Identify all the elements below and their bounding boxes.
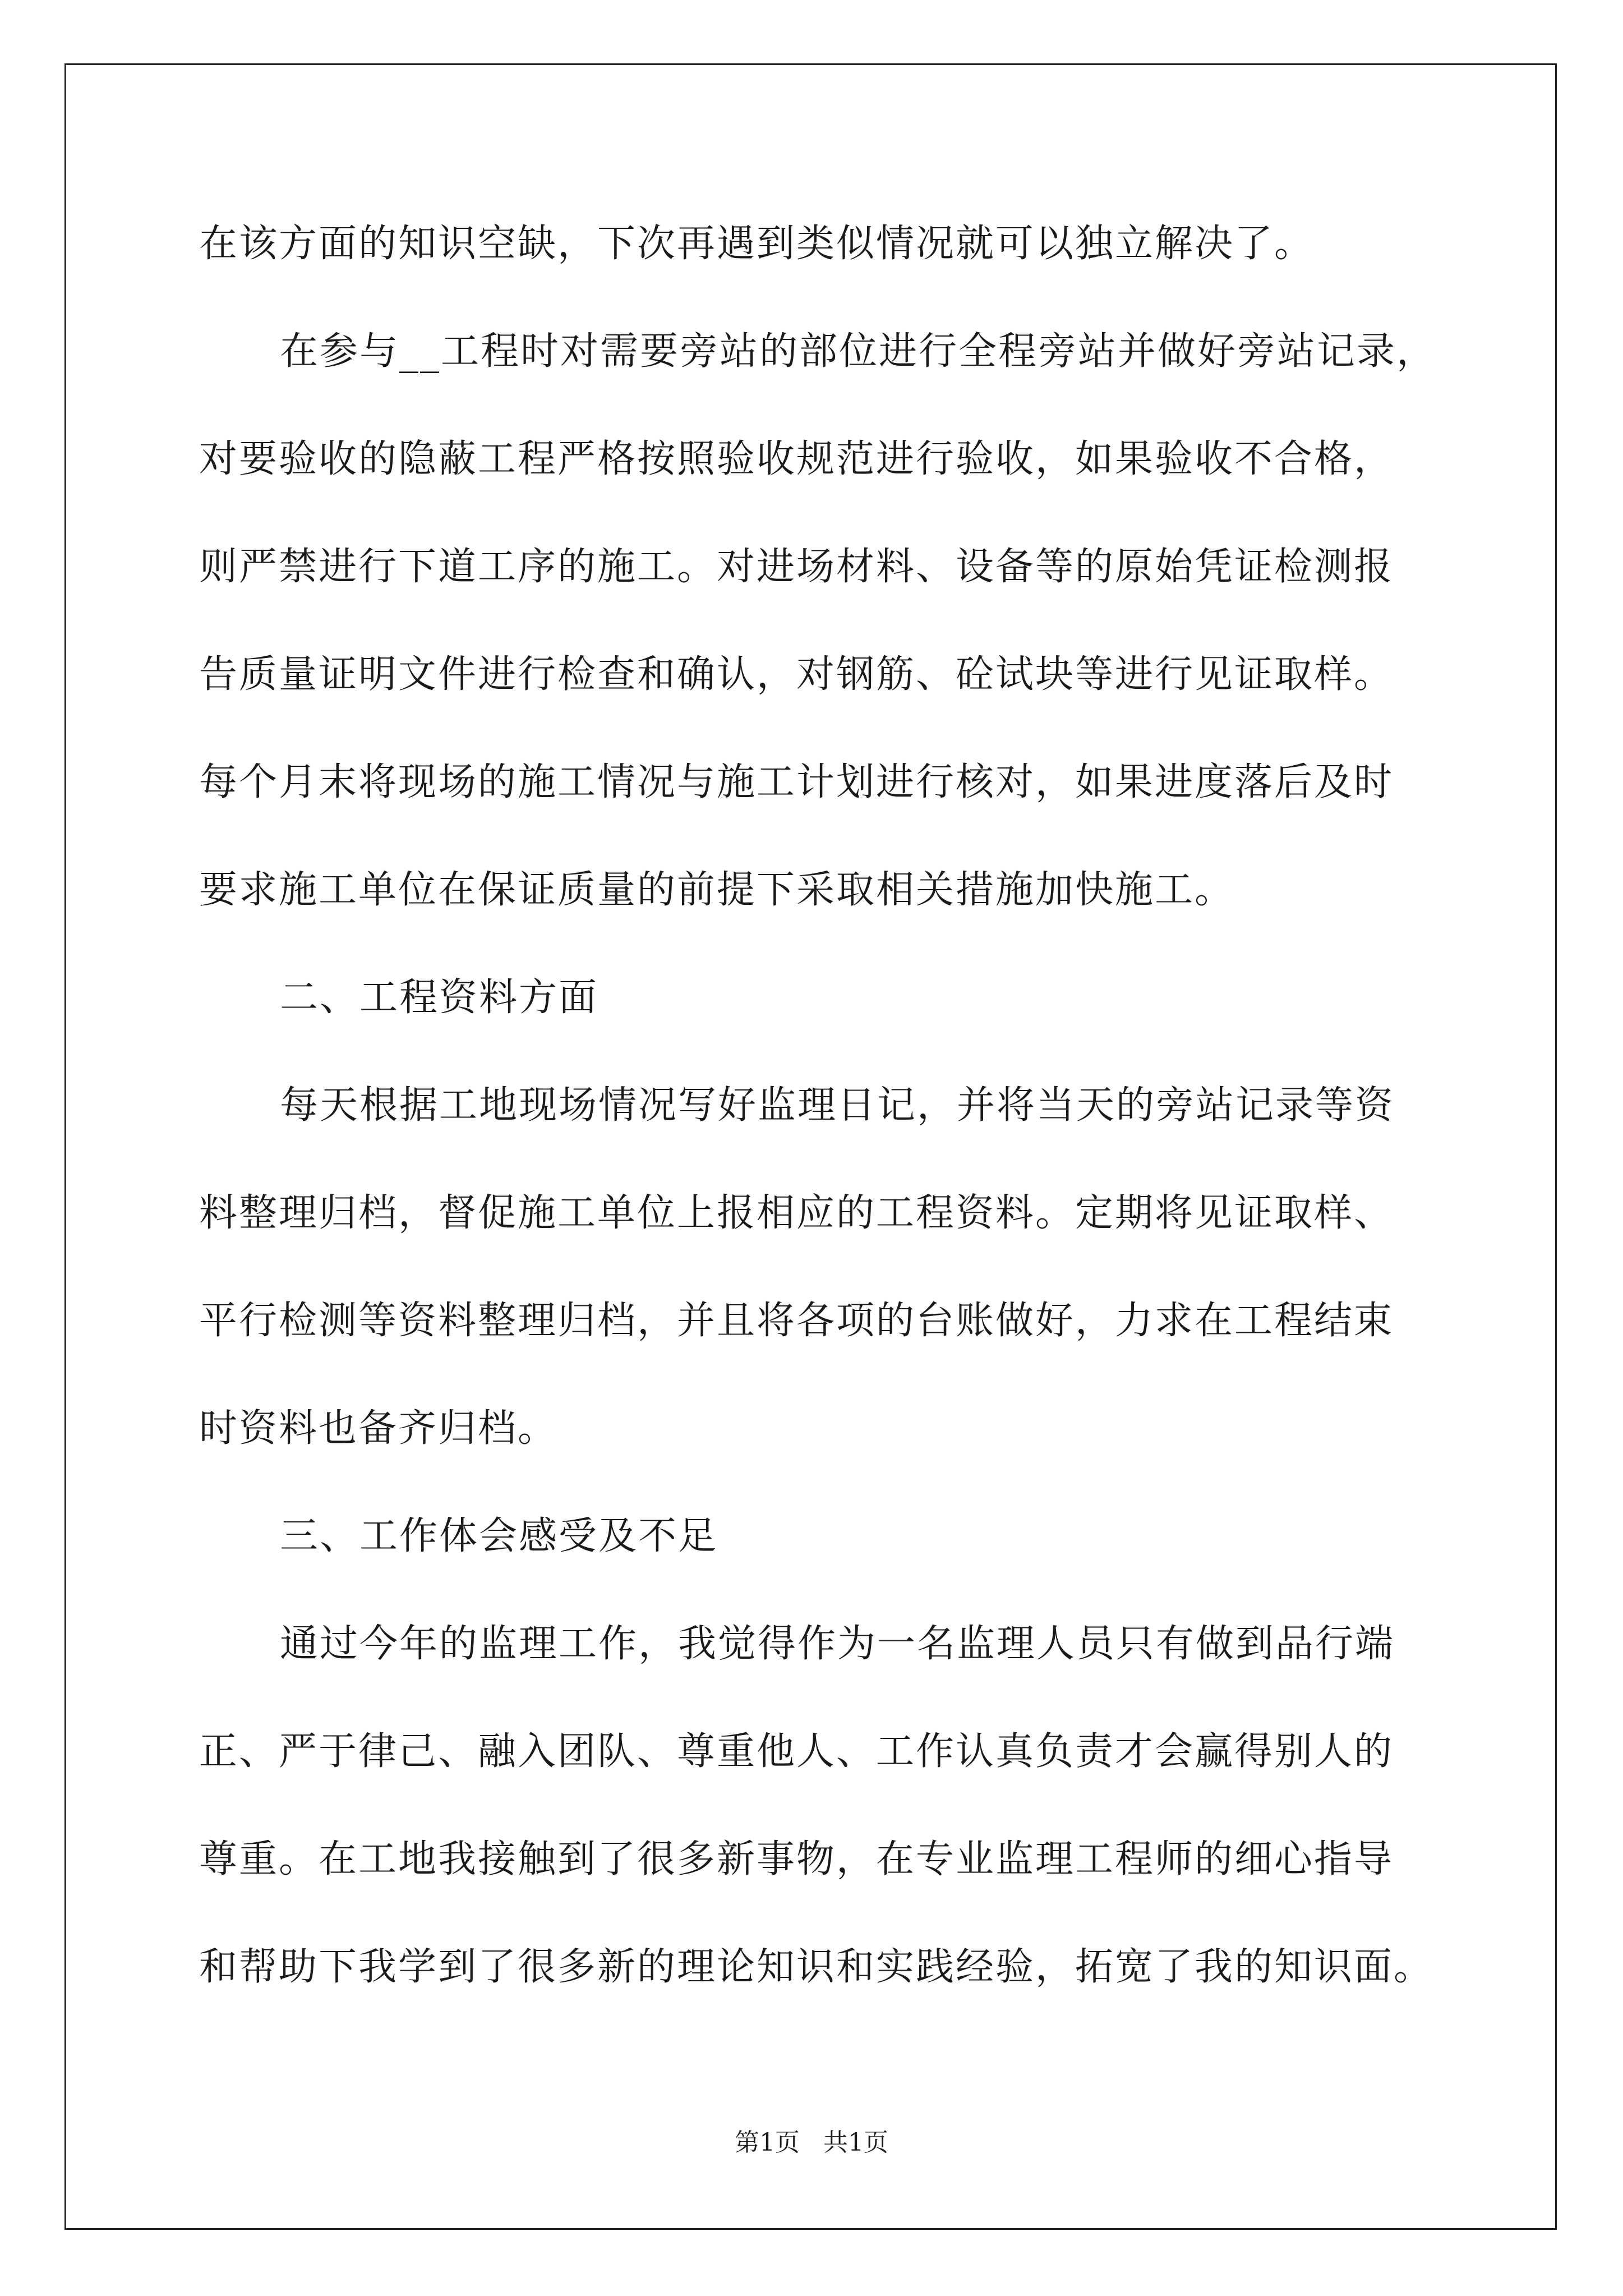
section-heading: 二、工程资料方面	[280, 976, 599, 1020]
text-line: 对要验收的隐蔽工程严格按照验收规范进行验收，如果验收不合格，	[199, 437, 1394, 481]
section-heading: 三、工作体会感受及不足	[280, 1514, 718, 1558]
paragraph-start-line: 通过今年的监理工作，我觉得作为一名监理人员只有做到品行端	[280, 1622, 1395, 1666]
text-line: 和帮助下我学到了很多新的理论知识和实践经验，拓宽了我的知识面。	[199, 1945, 1434, 1989]
text-line: 每个月末将现场的施工情况与施工计划进行核对，如果进度落后及时	[199, 760, 1394, 804]
paragraph-start-line: 在参与__工程时对需要旁站的部位进行全程旁站并做好旁站记录，	[280, 329, 1437, 374]
paragraph-start-line: 每天根据工地现场情况写好监理日记，并将当天的旁站记录等资	[280, 1083, 1395, 1128]
text-line: 正、严于律己、融入团队、尊重他人、工作认真负责才会赢得别人的	[199, 1729, 1394, 1774]
page-number-footer: 第1页 共1页	[735, 2128, 888, 2157]
text-line: 告质量证明文件进行检查和确认，对钢筋、砼试块等进行见证取样。	[199, 652, 1394, 697]
text-line: 尊重。在工地我接触到了很多新事物，在专业监理工程师的细心指导	[199, 1837, 1394, 1881]
text-line: 在该方面的知识空缺，下次再遇到类似情况就可以独立解决了。	[199, 222, 1315, 266]
text-line: 则严禁进行下道工序的施工。对进场材料、设备等的原始凭证检测报	[199, 545, 1394, 589]
text-line: 要求施工单位在保证质量的前提下采取相关措施加快施工。	[199, 868, 1235, 912]
text-line: 料整理归档，督促施工单位上报相应的工程资料。定期将见证取样、	[199, 1191, 1394, 1235]
document-body	[199, 209, 1450, 2040]
text-line: 平行检测等资料整理归档，并且将各项的台账做好，力求在工程结束	[199, 1299, 1394, 1343]
text-line: 时资料也备齐归档。	[199, 1406, 558, 1451]
